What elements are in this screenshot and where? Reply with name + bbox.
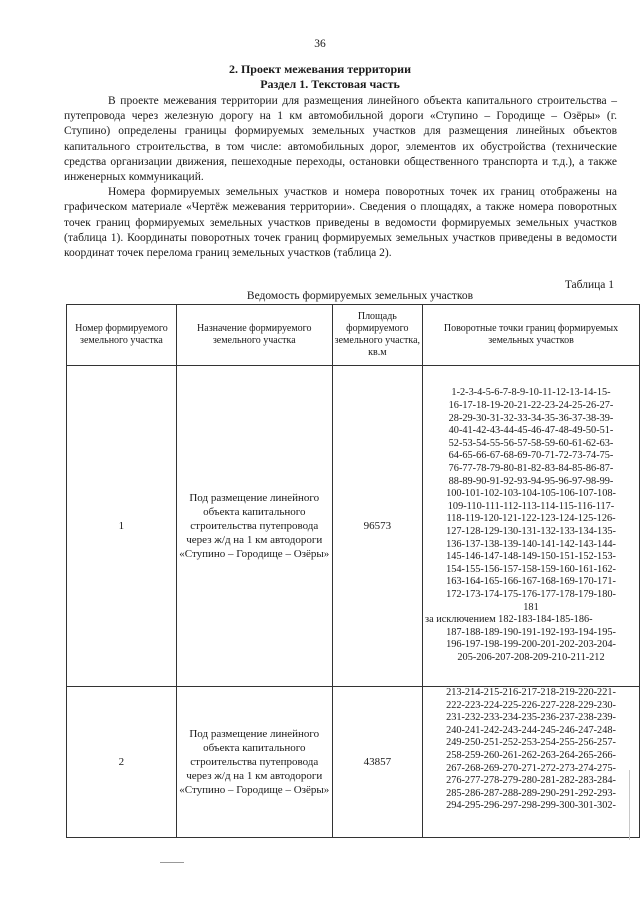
- table-caption: Ведомость формируемых земельных участков: [246, 290, 474, 302]
- points-line: 172-173-174-175-176-177-178-179-180-: [446, 588, 616, 600]
- column-header: Номер формируемого земельного участка: [67, 305, 177, 366]
- page-number: 36: [314, 38, 326, 50]
- table-row: [67, 366, 640, 687]
- points-line: 163-164-165-166-167-168-169-170-171-: [446, 576, 616, 588]
- column-header: Площадь формируемого земельного участка, кв.м: [332, 305, 422, 366]
- points-line: 240-241-242-243-244-245-246-247-248-: [446, 724, 616, 736]
- points-line: 285-286-287-288-289-290-291-292-293-: [446, 787, 616, 799]
- plot-area-cell: 96573: [332, 366, 422, 687]
- exclusion-line: 187-188-189-190-191-192-193-194-195-: [446, 626, 616, 638]
- paragraph: В проекте межевания территории для размещения линейного объекта капитального строительства – путепровода через железную дорогу на 1 км автомобильной дороги «Ступино – Городище – Озёры» (г. Ступино) определены границы формируемых земельных участков для размещения линейных объектов капитального строительства, в том числе: автомобильных дорог, элементов их обустройства (технические средства организации движения, пешеходные переходы, остановки общественного транспорта и т.д.), а также инженерных коммуникаций.: [64, 95, 617, 184]
- exclusion-line: за исключением 182-183-184-185-186-: [425, 614, 593, 626]
- table-header-row: [67, 305, 640, 366]
- exclusion-line: 205-206-207-208-209-210-211-212: [457, 651, 605, 663]
- points-line: 100-101-102-103-104-105-106-107-108-: [446, 488, 616, 500]
- points-line: 136-137-138-139-140-141-142-143-144-: [446, 538, 616, 550]
- points-line: 118-119-120-121-122-123-124-125-126-: [446, 513, 616, 525]
- table-label: Таблица 1: [564, 279, 614, 291]
- points-line: 154-155-156-157-158-159-160-161-162-: [446, 563, 616, 575]
- footer-mark: [160, 862, 184, 863]
- paragraph: Номера формируемых земельных участков и номера поворотных точек их границ отображены на графическом материале «Чертёж межевания территории». Сведения о площадях, а также номера поворотных точек границ формируемых земельных участков приведены в ведомости формируемых земельных участков (таблица 1). Координаты поворотных точек границ формируемых земельных участков приведены в ведомости координат точек перелома границ земельных участков (таблица 2).: [64, 186, 617, 260]
- land-plots-table: [66, 304, 640, 838]
- points-line: 64-65-66-67-68-69-70-71-72-73-74-75-: [448, 450, 614, 462]
- plot-number-cell: 1: [67, 366, 177, 687]
- section-heading: 2. Проект межевания территории: [228, 62, 412, 76]
- column-header: Назначение формируемого земельного участка: [176, 305, 332, 366]
- section-subheading: Раздел 1. Текстовая часть: [260, 77, 400, 91]
- points-line: 294-295-296-297-298-299-300-301-302-: [446, 800, 616, 812]
- points-line: 76-77-78-79-80-81-82-83-84-85-86-87-: [448, 463, 614, 475]
- exclusion-line: 196-197-198-199-200-201-202-203-204-: [446, 639, 616, 651]
- points-line: 258-259-260-261-262-263-264-265-266-: [446, 749, 616, 761]
- points-line: 127-128-129-130-131-132-133-134-135-: [446, 526, 616, 537]
- points-line: 222-223-224-225-226-227-228-229-230-: [446, 699, 616, 711]
- table-row: [67, 687, 640, 838]
- plot-purpose-cell: Под размещение линейного объекта капитального строительства путепровода через ж/д на 1 км автодороги «Ступино – Городище – Озёры»: [176, 366, 332, 687]
- points-line: 145-146-147-148-149-150-151-152-153-: [446, 551, 616, 563]
- points-line: 267-268-269-270-271-272-273-274-275-: [446, 762, 616, 774]
- points-line: 16-17-18-19-20-21-22-23-24-25-26-27-: [448, 400, 614, 412]
- points-line: 88-89-90-91-92-93-94-95-96-97-98-99-: [448, 475, 614, 487]
- points-line: 249-250-251-252-253-254-255-256-257-: [446, 737, 616, 749]
- plot-area-cell: 43857: [332, 687, 422, 838]
- points-line: 276-277-278-279-280-281-282-283-284-: [446, 775, 616, 787]
- turning-points-cell: [423, 687, 640, 838]
- points-line: 181: [523, 601, 539, 613]
- section-titles: [0, 62, 640, 92]
- column-header: Поворотные точки границ формируемых земельных участков: [423, 305, 640, 366]
- points-line: 28-29-30-31-32-33-34-35-36-37-38-39-: [448, 412, 614, 424]
- points-line: 231-232-233-234-235-236-237-238-239-: [446, 712, 616, 724]
- scan-artifact-line: [629, 770, 630, 840]
- points-line: 213-214-215-216-217-218-219-220-221-: [446, 687, 616, 698]
- body-text: [64, 94, 617, 261]
- points-line: 52-53-54-55-56-57-58-59-60-61-62-63-: [448, 437, 614, 449]
- points-line: 109-110-111-112-113-114-115-116-117-: [447, 500, 615, 512]
- turning-points-cell: [423, 366, 640, 687]
- points-line: 40-41-42-43-44-45-46-47-48-49-50-51-: [448, 425, 614, 437]
- plot-purpose-cell: Под размещение линейного объекта капитального строительства путепровода через ж/д на 1 км автодороги «Ступино – Городище – Озёры»: [176, 687, 332, 838]
- points-line: 1-2-3-4-5-6-7-8-9-10-11-12-13-14-15-: [451, 387, 611, 399]
- plot-number-cell: 2: [67, 687, 177, 838]
